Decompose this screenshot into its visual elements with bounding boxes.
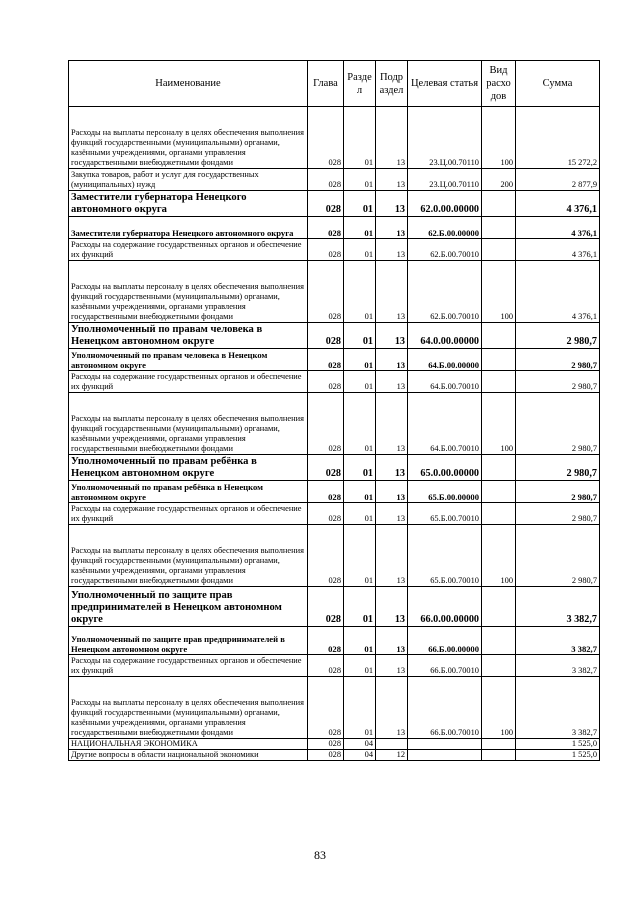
cell-name: Уполномоченный по правам человека в Ненецком автономном округе (69, 323, 308, 349)
cell-podrazdel: 13 (376, 627, 408, 655)
header-podrazdel: Подр аздел (376, 61, 408, 107)
cell-sum: 15 272,2 (516, 107, 600, 169)
cell-name: Расходы на выплаты персоналу в целях обеспечения выполнения функций государственными (муниципальными) органами, казёнными учреждениями, органами управления государственными внебюджетными фондами (69, 525, 308, 587)
cell-vid (482, 191, 516, 217)
cell-glava: 028 (308, 503, 344, 525)
table-row (69, 481, 600, 503)
table-row (69, 627, 600, 655)
cell-name: Уполномоченный по правам человека в Ненецком автономном округе (69, 349, 308, 371)
cell-glava: 028 (308, 349, 344, 371)
table-row (69, 455, 600, 481)
cell-glava: 028 (308, 239, 344, 261)
cell-vid: 100 (482, 261, 516, 323)
cell-name: Уполномоченный по защите прав предпринимателей в Ненецком автономном округе (69, 627, 308, 655)
cell-vid (482, 627, 516, 655)
cell-glava: 028 (308, 393, 344, 455)
cell-name: НАЦИОНАЛЬНАЯ ЭКОНОМИКА (69, 739, 308, 750)
cell-razdel: 01 (344, 587, 376, 627)
cell-podrazdel: 13 (376, 371, 408, 393)
cell-name: Расходы на выплаты персоналу в целях обеспечения выполнения функций государственными (муниципальными) органами, казёнными учреждениями, органами управления государственными внебюджетными фондами (69, 107, 308, 169)
cell-vid: 100 (482, 677, 516, 739)
table-row (69, 261, 600, 323)
header-glava: Глава (308, 61, 344, 107)
cell-sum: 1 525,0 (516, 739, 600, 750)
cell-vid (482, 655, 516, 677)
cell-glava: 028 (308, 655, 344, 677)
cell-vid: 100 (482, 393, 516, 455)
cell-razdel: 01 (344, 261, 376, 323)
page-number: 83 (314, 848, 326, 862)
cell-sum: 2 980,7 (516, 525, 600, 587)
cell-razdel: 01 (344, 655, 376, 677)
cell-sum: 2 980,7 (516, 503, 600, 525)
cell-podrazdel (376, 739, 408, 750)
cell-vid (482, 587, 516, 627)
table-row (69, 169, 600, 191)
cell-sum: 2 980,7 (516, 323, 600, 349)
cell-razdel: 01 (344, 371, 376, 393)
cell-name: Уполномоченный по правам ребёнка в Ненецком автономном округе (69, 481, 308, 503)
cell-name: Расходы на выплаты персоналу в целях обеспечения выполнения функций государственными (муниципальными) органами, казёнными учреждениями, органами управления государственными внебюджетными фондами (69, 261, 308, 323)
cell-name: Другие вопросы в области национальной экономики (69, 750, 308, 761)
cell-podrazdel: 12 (376, 750, 408, 761)
table-row (69, 217, 600, 239)
cell-podrazdel: 13 (376, 481, 408, 503)
cell-target: 66.Б.00.70010 (408, 677, 482, 739)
cell-target: 66.Б.00.00000 (408, 627, 482, 655)
cell-sum: 2 877,9 (516, 169, 600, 191)
cell-target: 62.Б.00.00000 (408, 217, 482, 239)
cell-name: Расходы на выплаты персоналу в целях обеспечения выполнения функций государственными (муниципальными) органами, казёнными учреждениями, органами управления государственными внебюджетными фондами (69, 677, 308, 739)
cell-podrazdel: 13 (376, 677, 408, 739)
cell-glava: 028 (308, 627, 344, 655)
cell-vid (482, 349, 516, 371)
cell-name: Уполномоченный по защите прав предпринимателей в Ненецком автономном округе (69, 587, 308, 627)
cell-target: 23.Ц.00.70110 (408, 169, 482, 191)
cell-podrazdel: 13 (376, 169, 408, 191)
table-row (69, 587, 600, 627)
cell-sum: 3 382,7 (516, 677, 600, 739)
cell-vid: 100 (482, 525, 516, 587)
cell-sum: 4 376,1 (516, 191, 600, 217)
budget-table (68, 60, 600, 761)
table-row (69, 503, 600, 525)
cell-target: 62.Б.00.70010 (408, 261, 482, 323)
cell-razdel: 01 (344, 503, 376, 525)
table-row (69, 323, 600, 349)
cell-vid (482, 455, 516, 481)
header-razdel: Разде л (344, 61, 376, 107)
cell-target: 66.Б.00.70010 (408, 655, 482, 677)
cell-name: Расходы на содержание государственных органов и обеспечение их функций (69, 655, 308, 677)
cell-sum: 3 382,7 (516, 655, 600, 677)
cell-razdel: 04 (344, 750, 376, 761)
cell-name: Расходы на содержание государственных органов и обеспечение их функций (69, 503, 308, 525)
cell-target (408, 750, 482, 761)
cell-podrazdel: 13 (376, 191, 408, 217)
table-row (69, 349, 600, 371)
cell-target: 62.Б.00.70010 (408, 239, 482, 261)
cell-name: Заместители губернатора Ненецкого автономного округа (69, 191, 308, 217)
cell-razdel: 01 (344, 481, 376, 503)
cell-glava: 028 (308, 371, 344, 393)
cell-sum: 1 525,0 (516, 750, 600, 761)
table-row (69, 677, 600, 739)
cell-vid (482, 217, 516, 239)
cell-razdel: 01 (344, 323, 376, 349)
cell-razdel: 01 (344, 393, 376, 455)
cell-glava: 028 (308, 107, 344, 169)
cell-razdel: 04 (344, 739, 376, 750)
cell-target: 64.0.00.00000 (408, 323, 482, 349)
cell-glava: 028 (308, 677, 344, 739)
cell-glava: 028 (308, 525, 344, 587)
header-sum: Сумма (516, 61, 600, 107)
cell-podrazdel: 13 (376, 455, 408, 481)
cell-glava: 028 (308, 739, 344, 750)
cell-razdel: 01 (344, 525, 376, 587)
cell-podrazdel: 13 (376, 217, 408, 239)
cell-target: 65.0.00.00000 (408, 455, 482, 481)
cell-vid (482, 481, 516, 503)
cell-razdel: 01 (344, 455, 376, 481)
cell-sum: 2 980,7 (516, 481, 600, 503)
cell-vid (482, 323, 516, 349)
cell-name: Расходы на содержание государственных органов и обеспечение их функций (69, 371, 308, 393)
cell-razdel: 01 (344, 191, 376, 217)
cell-podrazdel: 13 (376, 107, 408, 169)
table-row (69, 191, 600, 217)
cell-sum: 4 376,1 (516, 261, 600, 323)
cell-vid: 200 (482, 169, 516, 191)
cell-target (408, 739, 482, 750)
cell-razdel: 01 (344, 677, 376, 739)
cell-glava: 028 (308, 455, 344, 481)
table-row (69, 239, 600, 261)
cell-target: 62.0.00.00000 (408, 191, 482, 217)
cell-podrazdel: 13 (376, 349, 408, 371)
cell-podrazdel: 13 (376, 323, 408, 349)
cell-razdel: 01 (344, 217, 376, 239)
cell-target: 64.Б.00.70010 (408, 371, 482, 393)
table-row (69, 739, 600, 750)
cell-sum: 4 376,1 (516, 217, 600, 239)
header-name: Наименование (69, 61, 308, 107)
cell-podrazdel: 13 (376, 261, 408, 323)
cell-vid (482, 750, 516, 761)
header-vid: Вид расхо дов (482, 61, 516, 107)
cell-name: Закупка товаров, работ и услуг для государственных (муниципальных) нужд (69, 169, 308, 191)
cell-name: Заместители губернатора Ненецкого автономного округа (69, 217, 308, 239)
cell-sum: 3 382,7 (516, 627, 600, 655)
cell-razdel: 01 (344, 107, 376, 169)
cell-podrazdel: 13 (376, 587, 408, 627)
cell-glava: 028 (308, 261, 344, 323)
cell-vid: 100 (482, 107, 516, 169)
cell-target: 65.Б.00.70010 (408, 525, 482, 587)
header-target: Целевая статья (408, 61, 482, 107)
cell-glava: 028 (308, 750, 344, 761)
cell-glava: 028 (308, 481, 344, 503)
cell-sum: 2 980,7 (516, 349, 600, 371)
cell-sum: 3 382,7 (516, 587, 600, 627)
table-row (69, 107, 600, 169)
table-row (69, 525, 600, 587)
table-row (69, 371, 600, 393)
cell-name: Расходы на содержание государственных органов и обеспечение их функций (69, 239, 308, 261)
cell-target: 64.Б.00.00000 (408, 349, 482, 371)
cell-sum: 2 980,7 (516, 393, 600, 455)
cell-glava: 028 (308, 169, 344, 191)
cell-name: Расходы на выплаты персоналу в целях обеспечения выполнения функций государственными (муниципальными) органами, казёнными учреждениями, органами управления государственными внебюджетными фондами (69, 393, 308, 455)
cell-target: 66.0.00.00000 (408, 587, 482, 627)
cell-vid (482, 503, 516, 525)
cell-razdel: 01 (344, 627, 376, 655)
cell-sum: 2 980,7 (516, 455, 600, 481)
cell-podrazdel: 13 (376, 503, 408, 525)
cell-podrazdel: 13 (376, 525, 408, 587)
cell-sum: 4 376,1 (516, 239, 600, 261)
table-row (69, 655, 600, 677)
cell-glava: 028 (308, 191, 344, 217)
cell-podrazdel: 13 (376, 393, 408, 455)
cell-target: 23.Ц.00.70110 (408, 107, 482, 169)
cell-vid (482, 371, 516, 393)
cell-glava: 028 (308, 323, 344, 349)
table-row (69, 393, 600, 455)
cell-target: 65.Б.00.70010 (408, 503, 482, 525)
cell-target: 64.Б.00.70010 (408, 393, 482, 455)
cell-razdel: 01 (344, 349, 376, 371)
table-row (69, 750, 600, 761)
cell-target: 65.Б.00.00000 (408, 481, 482, 503)
cell-sum: 2 980,7 (516, 371, 600, 393)
cell-razdel: 01 (344, 239, 376, 261)
header-row (69, 61, 600, 107)
cell-glava: 028 (308, 587, 344, 627)
cell-glava: 028 (308, 217, 344, 239)
cell-vid (482, 239, 516, 261)
cell-name: Уполномоченный по правам ребёнка в Ненецком автономном округе (69, 455, 308, 481)
cell-razdel: 01 (344, 169, 376, 191)
cell-podrazdel: 13 (376, 655, 408, 677)
cell-podrazdel: 13 (376, 239, 408, 261)
cell-vid (482, 739, 516, 750)
